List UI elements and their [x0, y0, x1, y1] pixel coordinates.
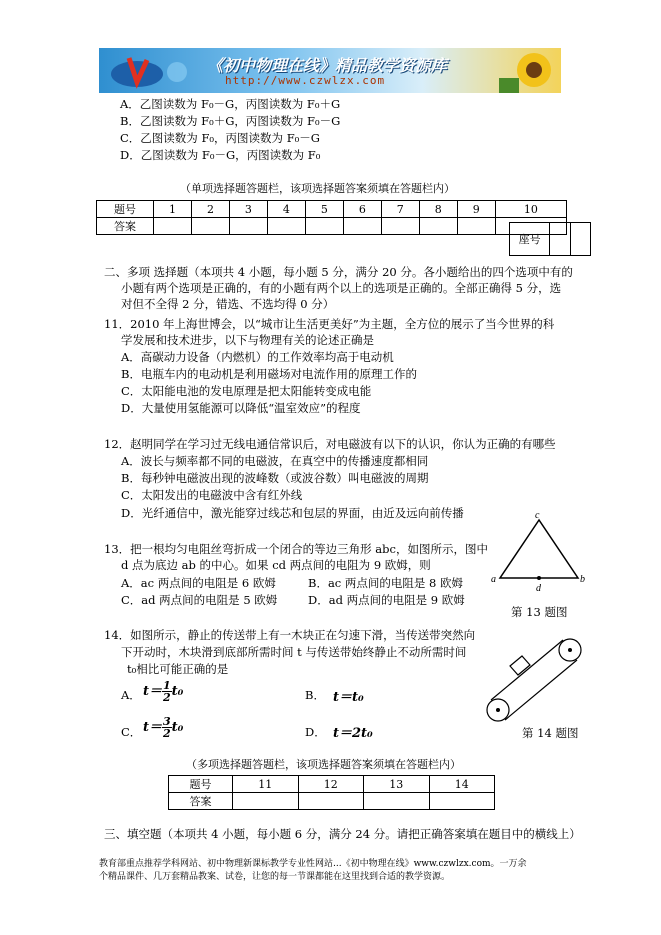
q12-option-b: B．每秒钟电磁波出现的波峰数（或波谷数）叫电磁波的周期 [121, 471, 429, 485]
logo-icon [107, 52, 197, 90]
seat-cell[interactable] [550, 223, 570, 256]
seat-cell[interactable] [570, 223, 590, 256]
footer-line-2: 个精品课件、几万套精品教案、试卷，让您的每一节课都能在这里找到合适的教学资源。 [99, 872, 451, 882]
header-banner [99, 48, 561, 93]
section2-line1: 二、多项 选择题（本项共 4 小题，每小题 5 分，满分 20 分。各小题给出的四个选项中有的 [104, 265, 573, 279]
banner-url[interactable]: http://www.czwlzx.com [225, 74, 386, 87]
q14-figure-caption: 第 14 题图 [522, 726, 579, 740]
table-cell-number: 13 [364, 776, 430, 793]
q14-option-a-label: A． [121, 688, 141, 702]
answer-cell[interactable] [381, 218, 419, 235]
label-c: c [535, 510, 540, 521]
q12-stem: 12．赵明同学在学习过无线电通信常识后，对电磁波有以下的认识，你认为正确的有哪些 [104, 437, 556, 451]
q12-option-c: C．太阳发出的电磁波中含有红外线 [121, 488, 303, 502]
answer-cell[interactable] [343, 218, 381, 235]
conveyor-belt-figure [478, 630, 590, 730]
table-header-answer: 答案 [169, 793, 233, 810]
answer-cell[interactable] [191, 218, 229, 235]
q12-option-a: A．波长与频率都不同的电磁波，在真空中的传播速度都相同 [121, 454, 429, 468]
section2-line2: 小题有两个选项是正确的，有的小题有两个以上的选项是正确的。全部正确得 5 分，选 [121, 281, 562, 295]
q10-option-c: C．乙图读数为 F₀，丙图读数为 F₀－G [120, 131, 320, 145]
multi-choice-table [168, 775, 495, 810]
fraction-denominator: 2 [163, 691, 171, 704]
q14-option-d-formula: t＝2t₀ [333, 726, 373, 741]
q11-option-a: A．高碳动力设备（内燃机）的工作效率均高于电动机 [121, 350, 394, 364]
answer-cell[interactable] [364, 793, 430, 810]
table-cell-number: 6 [343, 201, 381, 218]
q13-stem-1: 13．把一根均匀电阻丝弯折成一个闭合的等边三角形 abc，如图所示，图中 [104, 542, 488, 556]
fraction-denominator: 2 [163, 727, 171, 740]
page-footer [99, 858, 579, 884]
q11-option-b: B．电瓶车内的电动机是利用磁场对电流作用的原理工作的 [121, 367, 417, 381]
table-header-number: 题号 [97, 201, 154, 218]
single-choice-table [96, 200, 567, 235]
triangle-figure [488, 508, 588, 593]
table-cell-number: 9 [457, 201, 495, 218]
label-a: a [491, 574, 496, 585]
q10-option-b: B．乙图读数为 F₀＋G，丙图读数为 F₀－G [120, 114, 341, 128]
answer-cell[interactable] [429, 793, 495, 810]
formula-rhs: t₀ [171, 684, 184, 699]
answer-cell[interactable] [298, 793, 364, 810]
q10-option-a: A．乙图读数为 F₀－G，丙图读数为 F₀＋G [120, 97, 341, 111]
q14-option-a-formula [143, 680, 183, 703]
formula-lhs: t＝ [143, 720, 163, 735]
section2-line3: 对但不全得 2 分，错选、不选均得 0 分） [121, 297, 335, 311]
formula-lhs: t＝ [143, 684, 163, 699]
label-b: b [580, 574, 585, 585]
fraction [162, 716, 172, 739]
q14-stem-3: t₀相比可能正确的是 [127, 662, 229, 676]
q14-option-b-formula: t＝t₀ [333, 690, 364, 705]
q14-option-b-label: B． [305, 688, 325, 702]
section3-heading: 三、填空题（本项共 4 小题，每小题 6 分，满分 24 分。请把正确答案填在题目中的横线上） [104, 827, 581, 841]
q11-stem-1: 11．2010 年上海世博会，以“城市让生活更美好”为主题，全方位的展示了当今世界的科 [104, 317, 555, 331]
q11-option-c: C．太阳能电池的发电原理是把太阳能转变成电能 [121, 384, 372, 398]
q10-option-d: D．乙图读数为 F₀－G，丙图读数为 F₀ [120, 148, 321, 162]
label-d: d [536, 583, 541, 593]
q14-stem-1: 14．如图所示，静止的传送带上有一木块正在匀速下滑，当传送带突然向 [104, 628, 476, 642]
multi-choice-caption: （多项选择题答题栏，该项选择题答案须填在答题栏内） [186, 758, 461, 771]
answer-cell[interactable] [154, 218, 192, 235]
footer-line-1: 教育部重点推荐学科网站、初中物理新课标教学专业性网站...《初中物理在线》www.czwlzx.com。一万余 [99, 859, 527, 869]
answer-cell[interactable] [457, 218, 495, 235]
seat-number-box [509, 222, 591, 256]
q14-option-c-label: C． [121, 725, 142, 739]
seat-label: 座号 [510, 223, 550, 256]
table-header-number: 题号 [169, 776, 233, 793]
fraction-numerator: 1 [163, 679, 171, 692]
answer-cell[interactable] [233, 793, 299, 810]
q13-option-a: A．ac 两点间的电阻是 6 欧姆 [121, 576, 276, 590]
table-cell-number: 8 [419, 201, 457, 218]
table-cell-number: 3 [229, 201, 267, 218]
formula-rhs: t₀ [171, 720, 184, 735]
table-cell-number: 5 [305, 201, 343, 218]
q13-option-c: C．ad 两点间的电阻是 5 欧姆 [121, 593, 278, 607]
q13-option-b: B．ac 两点间的电阻是 8 欧姆 [308, 576, 464, 590]
q11-option-d: D．大量使用氢能源可以降低“温室效应”的程度 [121, 401, 361, 415]
single-choice-caption: （单项选择题答题栏，该项选择题答案须填在答题栏内） [180, 182, 455, 195]
q13-stem-2: d 点为底边 ab 的中心。如果 cd 两点间的电阻为 9 欧姆，则 [121, 558, 431, 572]
sunflower-icon [499, 48, 561, 93]
table-header-answer: 答案 [97, 218, 154, 235]
q12-option-d: D．光纤通信中，激光能穿过线芯和包层的界面，由近及远向前传播 [121, 506, 464, 520]
q14-option-d-label: D． [305, 725, 326, 739]
q14-option-c-formula [143, 716, 183, 739]
banner-title: 《初中物理在线》精品教学资源库 [207, 56, 448, 75]
table-cell-number: 1 [154, 201, 192, 218]
q13-figure-caption: 第 13 题图 [511, 605, 568, 619]
fraction-numerator: 3 [163, 715, 171, 728]
fraction [162, 680, 172, 703]
q11-stem-2: 学发展和技术进步，以下与物理有关的论述正确是 [121, 333, 374, 347]
answer-cell[interactable] [305, 218, 343, 235]
answer-cell[interactable] [419, 218, 457, 235]
table-cell-number: 14 [429, 776, 495, 793]
table-cell-number: 2 [191, 201, 229, 218]
table-cell-number: 7 [381, 201, 419, 218]
q13-option-d: D．ad 两点间的电阻是 9 欧姆 [308, 593, 465, 607]
table-cell-number: 12 [298, 776, 364, 793]
table-cell-number: 10 [495, 201, 566, 218]
table-cell-number: 4 [267, 201, 305, 218]
q14-stem-2: 下开动时，木块滑到底部所需时间 t 与传送带始终静止不动所需时间 [121, 645, 467, 659]
answer-cell[interactable] [267, 218, 305, 235]
table-cell-number: 11 [233, 776, 299, 793]
answer-cell[interactable] [229, 218, 267, 235]
